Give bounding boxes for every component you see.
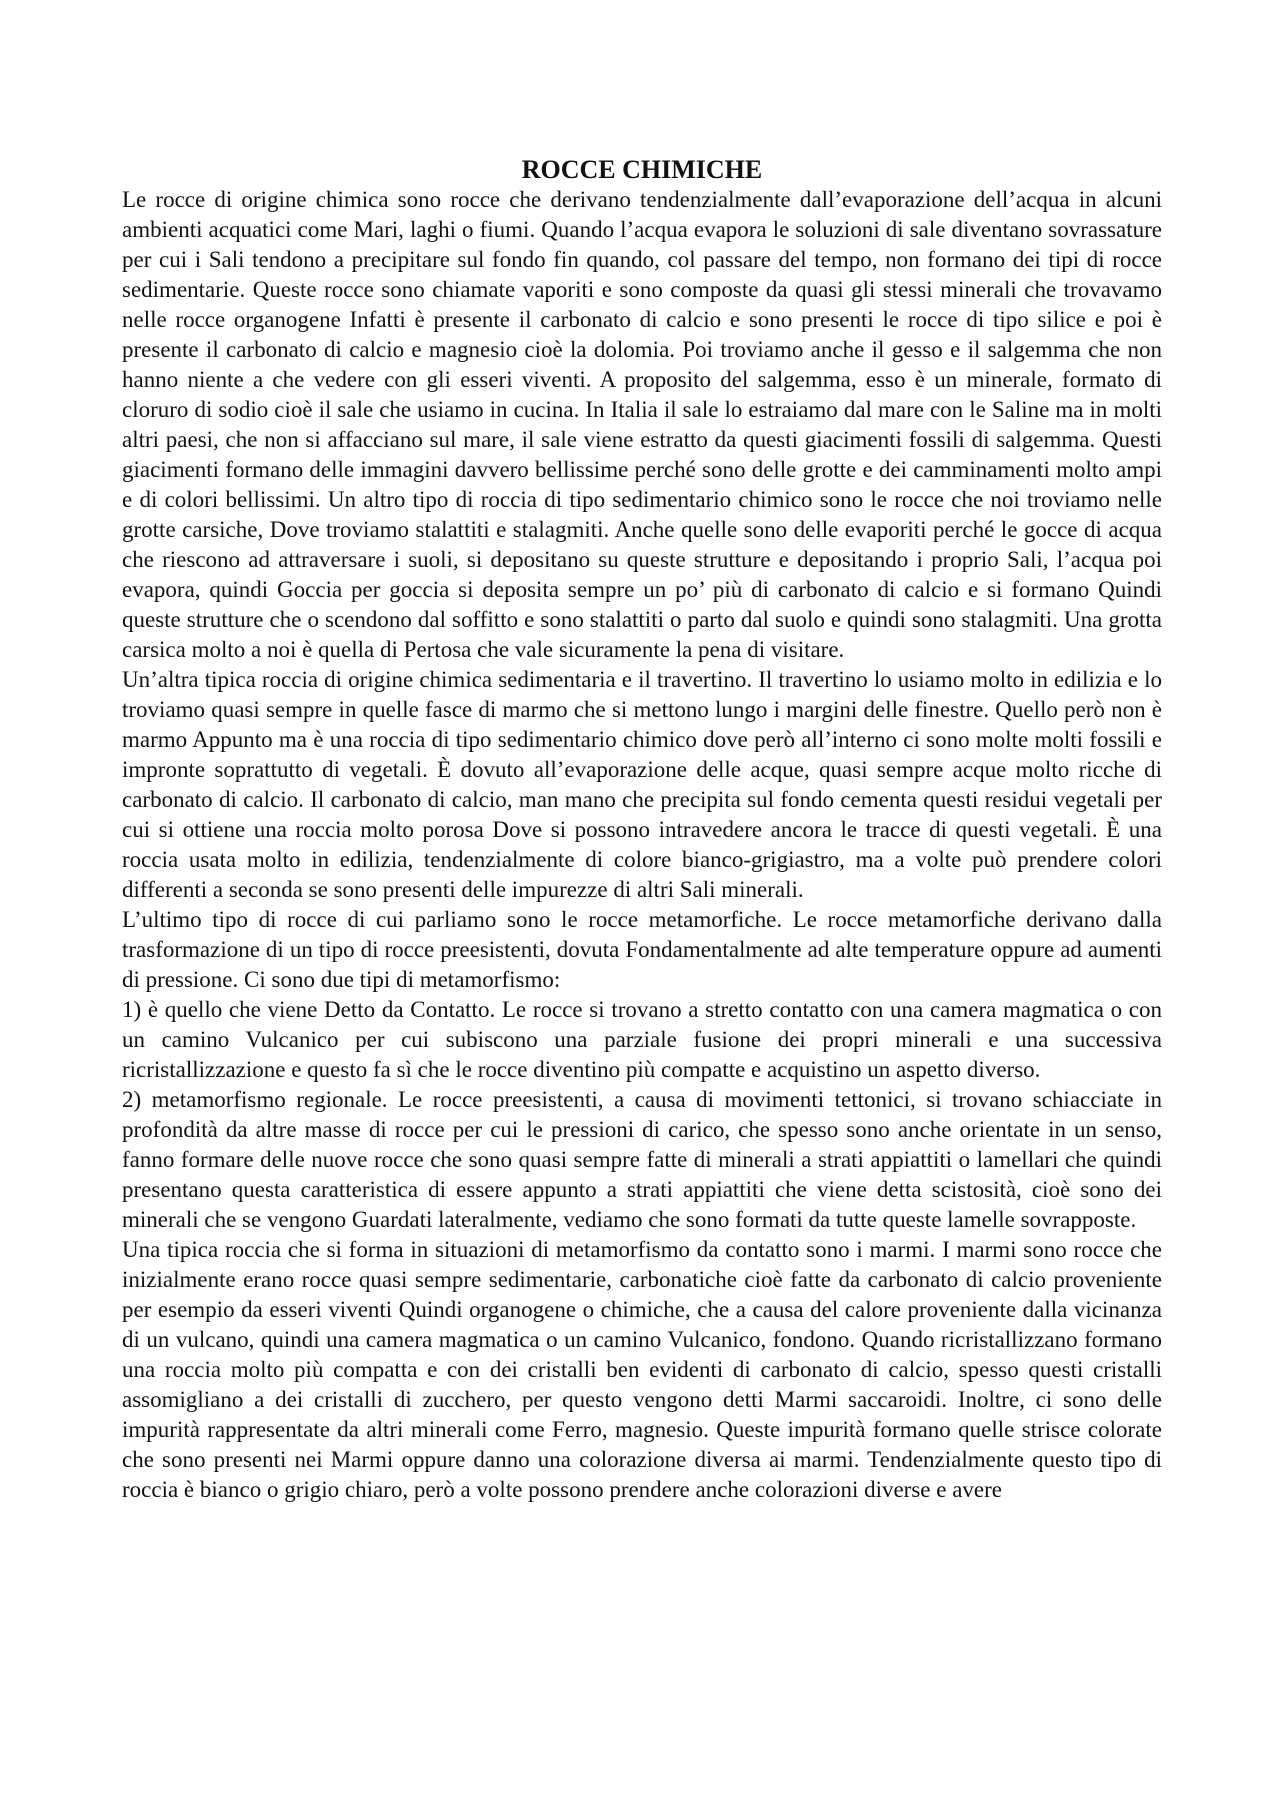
paragraph-metamorfismo-regionale: 2) metamorfismo regionale. Le rocce preesistenti, a causa di movimenti tettonici, si trovano schiacciate in profondità da altre masse di rocce per cui le pressioni di carico, che spesso sono anche orientate in un senso, fanno formare delle nuove rocce che sono quasi sempre fatte di minerali a strati appiattiti o lamellari che quindi presentano questa caratteristica di essere appunto a strati appiattiti che viene detta scistosità, cioè sono dei minerali che se vengono Guardati lateralmente, vediamo che sono formati da tutte queste lamelle sovrapposte. [122, 1087, 1162, 1232]
document-title: ROCCE CHIMICHE [521, 155, 763, 184]
paragraph-travertino: Un’altra tipica roccia di origine chimica sedimentaria e il travertino. Il travertino lo usiamo molto in edilizia e lo troviamo quasi sempre in quelle fasce di marmo che si mettono lungo i margini delle finestre. Quello però non è marmo Appunto ma è una roccia di tipo sedimentario chimico dove però all’interno ci sono molte molti fossili e impronte soprattutto di vegetali. È dovuto all’evaporazione delle acque, quasi sempre acque molto ricche di carbonato di calcio. Il carbonato di calcio, man mano che precipita sul fondo cementa questi residui vegetali per cui si ottiene una roccia molto porosa Dove si possono intravedere ancora le tracce di questi vegetali. È una roccia usata molto in edilizia, tendenzialmente di colore bianco-grigiastro, ma a volte può prendere colori differenti a seconda se sono presenti delle impurezze di altri Sali minerali. [122, 667, 1162, 902]
paragraph-metamorfismo-contatto: 1) è quello che viene Detto da Contatto. Le rocce si trovano a stretto contatto con una camera magmatica o con un camino Vulcanico per cui subiscono una parziale fusione dei propri minerali e una successiva ricristallizzazione e questo fa sì che le rocce diventino più compatte e acquistino un aspetto diverso. [122, 997, 1162, 1082]
document-page [122, 155, 1162, 1505]
paragraph-rocce-chimiche-intro: Le rocce di origine chimica sono rocce che derivano tendenzialmente dall’evaporazione dell’acqua in alcuni ambienti acquatici come Mari, laghi o fiumi. Quando l’acqua evapora le soluzioni di sale diventano sovrassature per cui i Sali tendono a precipitare sul fondo fin quando, col passare del tempo, non formano dei tipi di rocce sedimentarie. Queste rocce sono chiamate vaporiti e sono composte da quasi gli stessi minerali che trovavamo nelle rocce organogene Infatti è presente il carbonato di calcio e sono presenti le rocce di tipo silice e poi è presente il carbonato di calcio e magnesio cioè la dolomia. Poi troviamo anche il gesso e il salgemma che non hanno niente a che vedere con gli esseri viventi. A proposito del salgemma, esso è un minerale, formato di cloruro di sodio cioè il sale che usiamo in cucina. In Italia il sale lo estraiamo dal mare con le Saline ma in molti altri paesi, che non si affacciano sul mare, il sale viene estratto da questi giacimenti fossili di salgemma. Questi giacimenti formano delle immagini davvero bellissime perché sono delle grotte e dei camminamenti molto ampi e di colori bellissimi. Un altro tipo di roccia di tipo sedimentario chimico sono le rocce che noi troviamo nelle grotte carsiche, Dove troviamo stalattiti e stalagmiti. Anche quelle sono delle evaporiti perché le gocce di acqua che riescono ad attraversare i suoli, si depositano su queste strutture e depositando i proprio Sali, l’acqua poi evapora, quindi Goccia per goccia si deposita sempre un po’ più di carbonato di calcio e si formano Quindi queste strutture che o scendono dal soffitto e sono stalattiti o parto dal suolo e quindi sono stalagmiti. Una grotta carsica molto a noi è quella di Pertosa che vale sicuramente la pena di visitare. [122, 187, 1162, 662]
paragraph-marmi: Una tipica roccia che si forma in situazioni di metamorfismo da contatto sono i marmi. I marmi sono rocce che inizialmente erano rocce quasi sempre sedimentarie, carbonatiche cioè fatte da carbonato di calcio proveniente per esempio da esseri viventi Quindi organogene o chimiche, che a causa del calore proveniente dalla vicinanza di un vulcano, quindi una camera magmatica o un camino Vulcanico, fondono. Quando ricristallizzano formano una roccia molto più compatta e con dei cristalli ben evidenti di carbonato di calcio, spesso questi cristalli assomigliano a dei cristalli di zucchero, per questo vengono detti Marmi saccaroidi. Inoltre, ci sono delle impurità rappresentate da altri minerali come Ferro, magnesio. Queste impurità formano quelle strisce colorate che sono presenti nei Marmi oppure danno una colorazione diversa ai marmi. Tendenzialmente questo tipo di roccia è bianco o grigio chiaro, però a volte possono prendere anche colorazioni diverse e avere [122, 1237, 1162, 1502]
paragraph-rocce-metamorfiche: L’ultimo tipo di rocce di cui parliamo sono le rocce metamorfiche. Le rocce metamorfiche derivano dalla trasformazione di un tipo di rocce preesistenti, dovuta Fondamentalmente ad alte temperature oppure ad aumenti di pressione. Ci sono due tipi di metamorfismo: [122, 907, 1162, 992]
